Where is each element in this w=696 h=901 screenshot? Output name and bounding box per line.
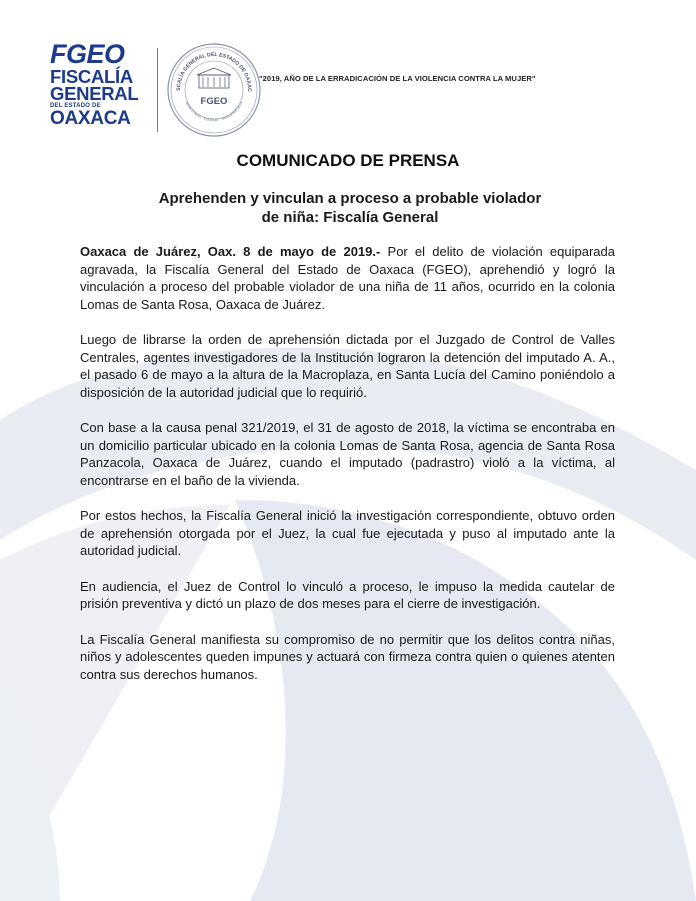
headline-line-1: Aprehenden y vinculan a proceso a probable violador xyxy=(158,190,542,207)
paragraph-2: Luego de librarse la orden de aprehensión dictada por el Juzgado de Control de Valles Centrales, agentes investigadores de la Institución lograron la detención del imputado A. A., el pasado 6 de mayo a la altura de la Macroplaza, en Santa Lucía del Camino poniéndolo a disposición de la autoridad judicial que lo requirió. xyxy=(80,332,615,400)
page-title: COMUNICADO DE PRENSA xyxy=(236,151,460,170)
press-release-body xyxy=(80,243,615,701)
fiscalia-seal-icon xyxy=(166,42,262,138)
paragraph-1 xyxy=(80,243,615,313)
logo-line-4: OAXACA xyxy=(50,108,131,129)
letterhead xyxy=(0,0,696,150)
seal-bottom-text: HONESTIDAD · EQUIDAD · TRANSPARENCIA xyxy=(184,100,244,123)
dateline: Oaxaca de Juárez, Oax. 8 de mayo de 2019.- xyxy=(80,244,381,259)
logo-line-3: DEL ESTADO DE xyxy=(50,103,101,109)
seal-center-mark: FGEO xyxy=(200,96,228,107)
logo-line-2: GENERAL xyxy=(50,83,139,104)
logo-line-1: FISCALÍA xyxy=(50,66,133,87)
year-motto: "2019, AÑO DE LA ERRADICACIÓN DE LA VIOLENCIA CONTRA LA MUJER" xyxy=(259,74,536,83)
headline-line-2: de niña: Fiscalía General xyxy=(261,209,439,226)
seal-ring-text: SCALÍA GENERAL DEL ESTADO DE OAXAC xyxy=(175,51,253,92)
header-divider xyxy=(157,48,158,132)
paragraph-6: La Fiscalía General manifiesta su compromiso de no permitir que los delitos contra niñas, niños y adolescentes queden impunes y actuará con firmeza contra quien o quienes atenten contra sus derechos humanos. xyxy=(80,631,615,682)
fgeo-logo xyxy=(50,40,146,136)
paragraph-3: Con base a la causa penal 321/2019, el 31 de agosto de 2018, la víctima se encontraba en un domicilio particular ubicado en la colonia Lomas de Santa Rosa, agencia de Santa Rosa Panzacola, Oaxaca de Juárez, cuando el imputado (padrastro) violó a la víctima, al encontrarse en el baño de la vivienda. xyxy=(80,420,615,488)
paragraph-4: Por estos hechos, la Fiscalía General inició la investigación correspondiente, obtuvo orden de aprehensión otorgada por el Juez, la cual fue ejecutada y puso al imputado ante la autoridad judicial. xyxy=(80,508,615,558)
paragraph-5: En audiencia, el Juez de Control lo vinculó a proceso, le impuso la medida cautelar de prisión preventiva y dictó un plazo de dos meses para el cierre de investigación. xyxy=(80,578,615,611)
logo-mark: FGEO xyxy=(50,39,125,69)
paragraph-1-text: Por el delito de violación equiparada agravada, la Fiscalía General del Estado de Oaxaca (FGEO), aprehendió y logró la vinculación a proceso del probable violador de una niña de 11 años, ocurrido en la colonia Lomas de Santa Rosa, Oaxaca de Juárez. xyxy=(80,244,615,312)
headline xyxy=(140,189,560,227)
